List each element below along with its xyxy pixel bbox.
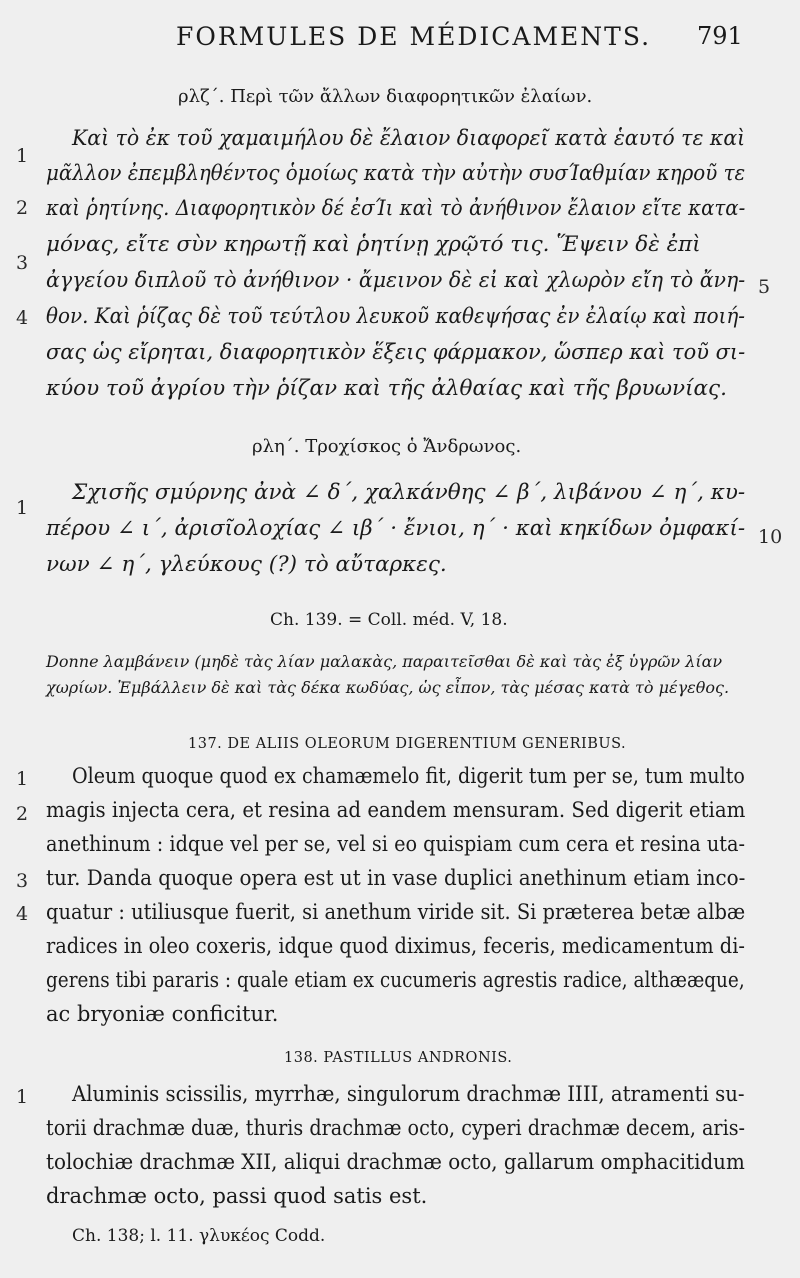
greek-text-line: μόνας, εἴτε σὺν κηρωτῇ καὶ ῥητίνῃ χρῷτό τις. Ἕψειν δὲ ἐπὶ bbox=[46, 232, 701, 257]
greek-chapter-138-heading: ρλη΄. Τροχίσκος ὁ Ἄνδρωνος. bbox=[252, 436, 522, 457]
apparatus-reference: Ch. 139. = Coll. méd. V, 18. bbox=[270, 610, 508, 630]
greek-text-line: θον. Καὶ ῥίζας δὲ τοῦ τεύτλου λευκοῦ καθεψήσας ἐν ἐλαίῳ καὶ ποιή- bbox=[46, 304, 746, 329]
latin-text-line: drachmæ octo, passi quod satis est. bbox=[46, 1184, 428, 1208]
latin-text-line: magis injecta cera, et resina ad eandem mensuram. Sed digerit etiam bbox=[46, 798, 746, 822]
line-number: 1 bbox=[16, 1086, 29, 1108]
latin-text-line: Aluminis scissilis, myrrhæ, singulorum drachmæ IIII, atramenti su- bbox=[72, 1082, 745, 1106]
latin-text-line: radices in oleo coxeris, idque quod diximus, feceris, medicamentum di- bbox=[46, 934, 745, 958]
running-header-title: FORMULES DE MÉDICAMENTS. bbox=[176, 22, 652, 51]
greek-text-line: νων ∠ η΄, γλεύκους (?) τὸ αὔταρκες. bbox=[46, 552, 447, 577]
line-number: 4 bbox=[16, 307, 29, 329]
greek-chapter-137-heading: ρλζ΄. Περὶ τῶν ἄλλων διαφορητικῶν ἐλαίων. bbox=[178, 86, 593, 107]
line-number: 4 bbox=[16, 903, 29, 925]
line-number: 1 bbox=[16, 768, 29, 790]
greek-text-line: κύου τοῦ ἀγρίου τὴν ῥίζαν καὶ τῆς ἀλθαίας καὶ τῆς βρυωνίας. bbox=[46, 376, 727, 401]
latin-chapter-138-heading: 138. PASTILLUS ANDRONIS. bbox=[284, 1050, 513, 1066]
latin-text-line: gerens tibi pararis : quale etiam ex cucumeris agrestis radice, althææque, bbox=[46, 968, 745, 992]
line-number: 2 bbox=[16, 197, 29, 219]
line-number: 1 bbox=[16, 497, 29, 519]
greek-text-line: πέρου ∠ ι΄, ἀρισῖολοχίας ∠ ιβ΄ · ἔνιοι, η΄ · καὶ κηκίδων ὀμφακί- bbox=[46, 516, 746, 541]
line-number: 3 bbox=[16, 252, 29, 274]
latin-text-line: quatur : utiliusque fuerit, si anethum viride sit. Si præterea betæ albæ bbox=[46, 900, 746, 924]
line-number: 3 bbox=[16, 870, 29, 892]
greek-text-line: Καὶ τὸ ἐκ τοῦ χαμαιμήλου δὲ ἔλαιον διαφορεῖ κατὰ ἑαυτό τε καὶ bbox=[72, 126, 746, 151]
latin-chapter-137-heading: 137. DE ALIIS OLEORUM DIGERENTIUM GENERIBUS. bbox=[188, 736, 627, 752]
greek-text-line: ἀγγείου διπλοῦ τὸ ἀνήθινον · ἄμεινον δὲ εἰ καὶ χλωρὸν εἴη τὸ ἄνη- bbox=[46, 268, 746, 293]
apparatus-note: Ch. 138; l. 11. γλυκέος Codd. bbox=[72, 1226, 326, 1246]
margin-line-number: 10 bbox=[758, 526, 783, 548]
latin-text-line: torii drachmæ duæ, thuris drachmæ octo, cyperi drachmæ decem, aris- bbox=[46, 1116, 746, 1140]
margin-line-number: 5 bbox=[758, 276, 771, 298]
apparatus-note-line: χωρίων. Ἐμβάλλειν δὲ καὶ τὰς δέκα κωδύας, ὡς εἶπον, τὰς μέσας κατὰ τὸ μέγεθος. bbox=[46, 678, 730, 697]
latin-text-line: tur. Danda quoque opera est ut in vase duplici anethinum etiam inco- bbox=[46, 866, 746, 890]
page-number: 791 bbox=[697, 22, 743, 50]
greek-text-line: μᾶλλον ἐπεμβληθέντος ὁμοίως κατὰ τὴν αὐτὴν συσΊαθμίαν κηροῦ τε bbox=[46, 161, 746, 186]
greek-text-line: σας ὡς εἴρηται, διαφορητικὸν ἕξεις φάρμακον, ὥσπερ καὶ τοῦ σι- bbox=[46, 340, 746, 365]
latin-text-line: anethinum : idque vel per se, vel si eo quispiam cum cera et resina uta- bbox=[46, 832, 746, 856]
latin-text-line: tolochiæ drachmæ XII, aliqui drachmæ octo, gallarum omphacitidum bbox=[46, 1150, 745, 1174]
line-number: 2 bbox=[16, 803, 29, 825]
greek-text-line: καὶ ῥητίνης. Διαφορητικὸν δέ ἐσΊι καὶ τὸ ἀνήθινον ἔλαιον εἴτε κατα- bbox=[46, 196, 746, 221]
line-number: 1 bbox=[16, 145, 29, 167]
latin-text-line: ac bryoniæ conficitur. bbox=[46, 1002, 279, 1026]
latin-text-line: Oleum quoque quod ex chamæmelo fit, digerit tum per se, tum multo bbox=[72, 764, 745, 788]
apparatus-note-line: Donne λαμβάνειν (μηδὲ τὰς λίαν μαλακὰς, παραιτεῖσθαι δὲ καὶ τὰς ἐξ ὑγρῶν λίαν bbox=[46, 652, 723, 671]
greek-text-line: Σχισῆς σμύρνης ἀνὰ ∠ δ΄, χαλκάνθης ∠ β΄, λιβάνου ∠ η΄, κυ- bbox=[72, 480, 746, 505]
